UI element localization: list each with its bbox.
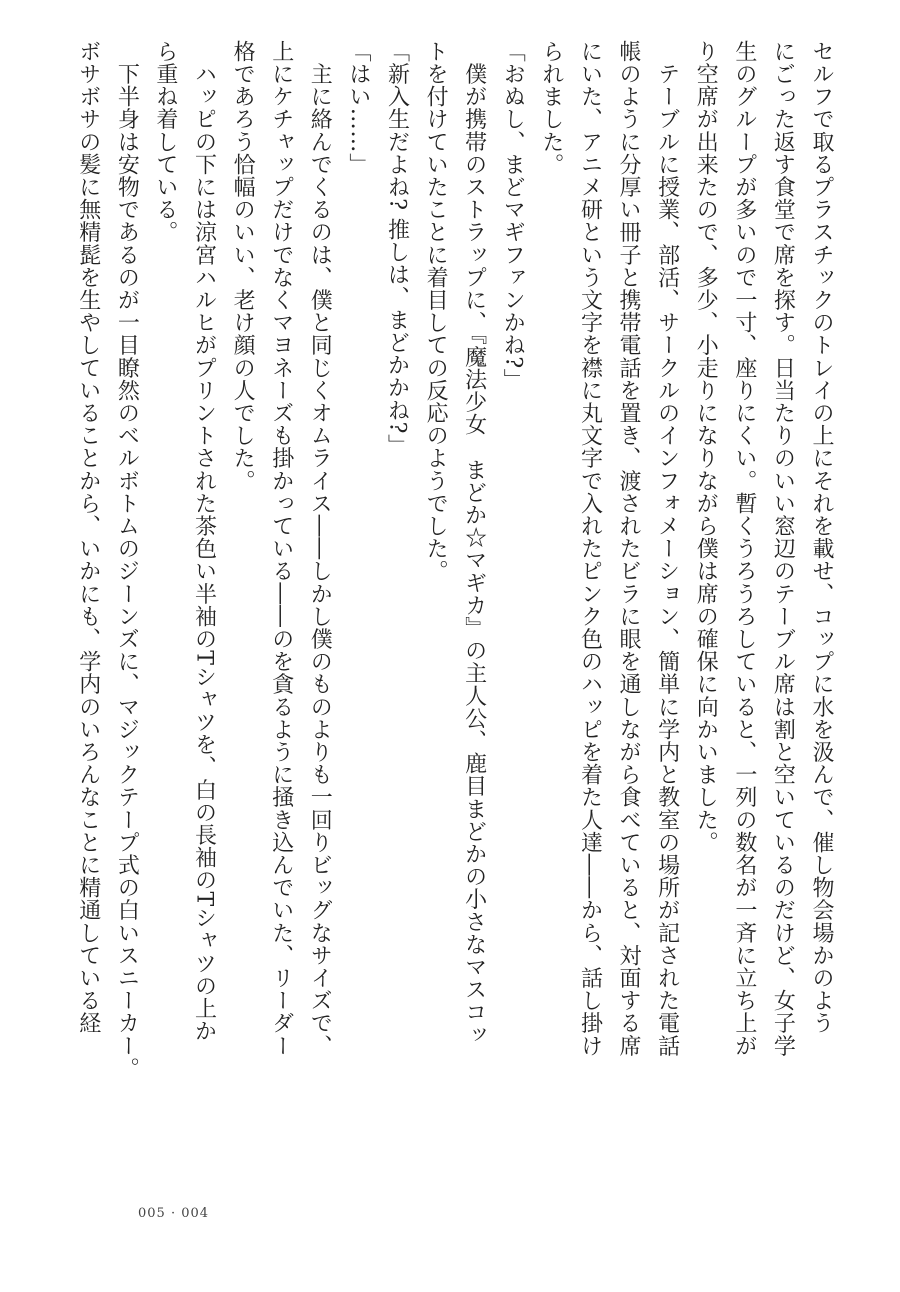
body-text [68, 40, 840, 1110]
text-line: ハッピの下には涼宮ハルヒがプリントされた茶色い半袖のTシャツを、白の長袖のTシャツの上か [191, 40, 217, 1043]
text-line: 格であろう恰幅のいい、老け顔の人でした。 [230, 40, 256, 492]
page-number: 005 · 004 [138, 1206, 210, 1221]
text-line: 上にケチャップだけでなくマヨネーズも掛かっている――のを貪るように掻き込んでいた、リーダー [268, 40, 294, 1057]
text-line: 主に絡んでくるのは、僕と同じくオムライス――しかし僕のものよりも一回りビッグなサイズで、 [307, 40, 333, 1057]
text-line: 「おぬし、まどマギファンかね?」 [500, 40, 526, 392]
text-line: 帳のように分厚い冊子と携帯電話を置き、渡されたビラに眼を通しながら食べていると、対面する席 [616, 40, 642, 1057]
text-line: 生のグループが多いので一寸、座りにくい。暫くうろうろしていると、一列の数名が一斉に立ち上が [731, 40, 757, 1057]
text-line: 僕が携帯のストラップに、『魔法少女 まどか☆マギカ』の主人公、鹿目まどかの小さなマスコッ [461, 40, 487, 1046]
text-line: セルフで取るプラスチックのトレイの上にそれを載せ、コップに水を汲んで、催し物会場かのよう [809, 40, 834, 1035]
text-line: テーブルに授業、部活、サークルのインフォメーション、簡単に学内と教室の場所が記された電話 [654, 40, 680, 1057]
text-line: 「はい……」 [345, 40, 371, 176]
text-line: 「新入生だよね? 推しは、まどかかね?」 [384, 40, 410, 457]
text-line: ボサボサの髪に無精髭を生やしていることから、いかにも、学内のいろんなことに精通している経 [75, 40, 101, 1035]
text-line: られました。 [538, 40, 564, 176]
text-line: にいた、アニメ研という文字を襟に丸文字で入れたピンク色のハッピを着た人達――から、話し掛け [577, 40, 603, 1057]
text-line: にごった返す食堂で席を探す。日当たりのいい窓辺のテーブル席は割と空いているのだけど、女子学 [770, 40, 796, 1057]
text-line: 下半身は安物であるのが一目瞭然のベルボトムのジーンズに、マジックテープ式の白いスニーカー。 [114, 40, 140, 1080]
text-line: トを付けていたことに着目しての反応のようでした。 [423, 40, 449, 583]
text-line: ら重ね着している。 [152, 40, 178, 244]
text-line: り空席が出来たので、多少、小走りになりながら僕は席の確保に向かいました。 [693, 40, 719, 854]
